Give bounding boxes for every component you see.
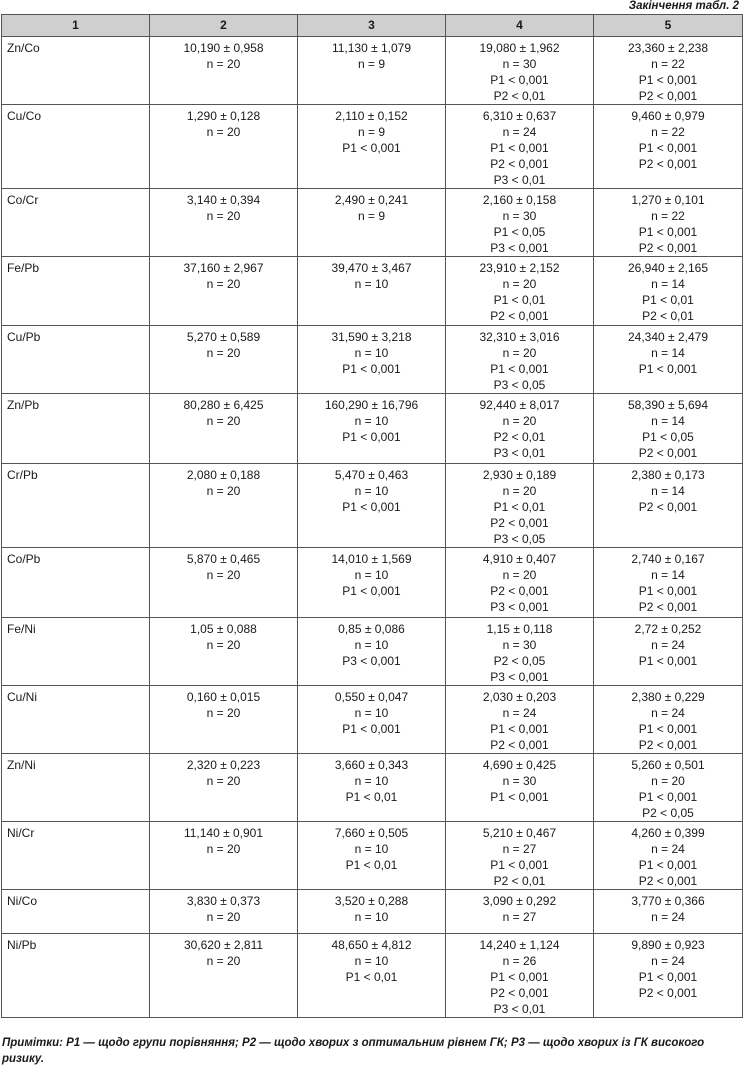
cell-line: P2 < 0,001 xyxy=(490,516,549,530)
cell-line: 0,550 ± 0,047 xyxy=(334,690,409,704)
table-cell xyxy=(594,326,743,394)
table-cell xyxy=(446,890,594,934)
table-row xyxy=(2,189,743,257)
cell-line: P1 < 0,001 xyxy=(638,141,698,155)
footnote: Примітки: Р1 — щодо групи порівняння; Р2 — щодо хворих з оптимальним рівнем ГК; Р3 — щодо хворих із ГК високого ризику. xyxy=(2,1037,705,1065)
header-row xyxy=(2,15,743,37)
cell-line: P3 < 0,01 xyxy=(493,446,546,460)
row-label: Cu/Pb xyxy=(2,326,150,394)
row-label: Fe/Ni xyxy=(2,618,150,686)
cell-line: n = 30 xyxy=(502,638,537,652)
column-header: 4 xyxy=(446,15,594,37)
cell-line: n = 10 xyxy=(354,414,389,428)
table-cell xyxy=(446,686,594,754)
table-row xyxy=(2,686,743,754)
cell-line: 5,210 ± 0,467 xyxy=(482,826,557,840)
cell-line: n = 20 xyxy=(206,910,241,924)
cell-line: 9,460 ± 0,979 xyxy=(631,109,705,123)
cell-line: 19,080 ± 1,962 xyxy=(479,41,560,55)
cell-line: n = 27 xyxy=(502,842,537,856)
cell-line: n = 14 xyxy=(651,346,685,360)
cell-line: 58,390 ± 5,694 xyxy=(628,398,708,412)
cell-line: n = 10 xyxy=(354,706,389,720)
cell-line: n = 24 xyxy=(502,125,537,139)
cell-line: 31,590 ± 3,218 xyxy=(331,330,412,344)
cell-line: n = 9 xyxy=(357,209,386,223)
cell-line: 160,290 ± 16,796 xyxy=(324,398,419,412)
cell-line: 4,260 ± 0,399 xyxy=(631,826,705,840)
cell-line: 11,130 ± 1,079 xyxy=(331,41,412,55)
cell-line: P1 < 0,001 xyxy=(638,362,698,376)
cell-line: 3,520 ± 0,288 xyxy=(334,894,409,908)
cell-line: n = 20 xyxy=(206,414,241,428)
cell-line: P1 < 0,001 xyxy=(638,970,698,984)
cell-line: 5,260 ± 0,501 xyxy=(631,758,705,772)
cell-line: n = 20 xyxy=(206,638,241,652)
table-cell xyxy=(298,934,446,1018)
cell-line: n = 24 xyxy=(651,910,685,924)
cell-line: 3,770 ± 0,366 xyxy=(631,894,705,908)
cell-line: P1 < 0,001 xyxy=(490,141,549,155)
cell-line: P2 < 0,05 xyxy=(493,654,546,668)
cell-line: 7,660 ± 0,505 xyxy=(334,826,409,840)
cell-line: P1 < 0,01 xyxy=(345,790,398,804)
cell-line: P1 < 0,001 xyxy=(638,722,698,736)
cell-line: n = 14 xyxy=(651,277,685,291)
row-label: Co/Cr xyxy=(2,189,150,257)
cell-line: P2 < 0,01 xyxy=(493,874,546,888)
table-cell xyxy=(150,686,298,754)
cell-line: n = 10 xyxy=(354,638,389,652)
cell-line: P1 < 0,001 xyxy=(490,722,549,736)
row-label: Cr/Pb xyxy=(2,464,150,548)
cell-line: 1,290 ± 0,128 xyxy=(186,109,261,123)
cell-line: n = 20 xyxy=(206,346,241,360)
cell-line: P1 < 0,001 xyxy=(638,858,698,872)
cell-line: 92,440 ± 8,017 xyxy=(479,398,560,412)
table-cell xyxy=(150,618,298,686)
cell-line: n = 20 xyxy=(206,774,241,788)
cell-line: P2 < 0,05 xyxy=(642,806,694,820)
table-cell xyxy=(446,37,594,105)
table-cell xyxy=(446,257,594,326)
cell-line: P1 < 0,001 xyxy=(638,584,698,598)
table-row xyxy=(2,326,743,394)
cell-line: 4,910 ± 0,407 xyxy=(482,552,557,566)
cell-line: n = 20 xyxy=(206,125,241,139)
cell-line: 14,010 ± 1,569 xyxy=(331,552,412,566)
cell-line: n = 20 xyxy=(502,484,537,498)
cell-line: 3,660 ± 0,343 xyxy=(334,758,409,772)
cell-line: n = 24 xyxy=(651,706,685,720)
table-cell xyxy=(594,754,743,822)
cell-line: n = 22 xyxy=(651,57,685,71)
cell-line: n = 10 xyxy=(354,484,389,498)
table-cell xyxy=(298,754,446,822)
row-label: Cu/Co xyxy=(2,105,150,189)
cell-line: 32,310 ± 3,016 xyxy=(479,330,560,344)
table-cell xyxy=(150,754,298,822)
table-row xyxy=(2,394,743,464)
table-cell xyxy=(298,890,446,934)
table-cell xyxy=(298,37,446,105)
cell-line: 23,360 ± 2,238 xyxy=(628,41,708,55)
table-cell xyxy=(594,548,743,618)
cell-line: n = 9 xyxy=(357,125,386,139)
cell-line: 2,380 ± 0,173 xyxy=(631,468,705,482)
cell-line: n = 14 xyxy=(651,484,685,498)
cell-line: 48,650 ± 4,812 xyxy=(331,938,412,952)
table-cell xyxy=(298,548,446,618)
cell-line: 5,270 ± 0,589 xyxy=(186,330,261,344)
table-row xyxy=(2,754,743,822)
cell-line: P1 < 0,01 xyxy=(345,858,398,872)
table-cell xyxy=(150,37,298,105)
cell-line: n = 20 xyxy=(206,277,241,291)
cell-line: P1 < 0,001 xyxy=(342,584,401,598)
cell-line: P2 < 0,001 xyxy=(638,500,698,514)
cell-line: n = 14 xyxy=(651,414,685,428)
table-cell xyxy=(150,105,298,189)
cell-line: 1,270 ± 0,101 xyxy=(631,193,705,207)
data-table xyxy=(1,14,743,1018)
cell-line: n = 10 xyxy=(354,346,389,360)
cell-line: P1 < 0,001 xyxy=(638,790,698,804)
cell-line: n = 20 xyxy=(206,842,241,856)
table-cell xyxy=(446,189,594,257)
table-cell xyxy=(446,934,594,1018)
table-cell xyxy=(594,105,743,189)
cell-line: P1 < 0,001 xyxy=(490,790,549,804)
cell-line: 2,110 ± 0,152 xyxy=(335,109,408,123)
cell-line: P2 < 0,001 xyxy=(490,584,549,598)
cell-line: 9,890 ± 0,923 xyxy=(631,938,705,952)
table-row xyxy=(2,618,743,686)
cell-line: P1 < 0,001 xyxy=(342,362,401,376)
table-cell xyxy=(446,754,594,822)
table-cell xyxy=(594,189,743,257)
cell-line: n = 24 xyxy=(651,638,685,652)
cell-line: 26,940 ± 2,165 xyxy=(628,261,708,275)
cell-line: 2,930 ± 0,189 xyxy=(482,468,557,482)
table-cell xyxy=(150,189,298,257)
table-cell xyxy=(594,890,743,934)
column-header: 5 xyxy=(594,15,743,37)
cell-line: 3,140 ± 0,394 xyxy=(186,193,261,207)
cell-line: P2 < 0,001 xyxy=(638,446,698,460)
table-cell xyxy=(446,464,594,548)
table-cell xyxy=(594,464,743,548)
table-cell xyxy=(594,618,743,686)
cell-line: P1 < 0,001 xyxy=(490,362,549,376)
cell-line: n = 22 xyxy=(651,209,685,223)
cell-line: P1 < 0,001 xyxy=(638,654,698,668)
table-cell xyxy=(594,822,743,890)
cell-line: 2,490 ± 0,241 xyxy=(334,193,409,207)
cell-line: P2 < 0,001 xyxy=(638,874,698,888)
cell-line: P3 < 0,001 xyxy=(490,670,549,684)
table-cell xyxy=(594,394,743,464)
cell-line: P3 < 0,001 xyxy=(490,600,549,614)
cell-line: 5,470 ± 0,463 xyxy=(334,468,409,482)
table-cell xyxy=(150,394,298,464)
cell-line: 14,240 ± 1,124 xyxy=(479,938,560,952)
cell-line: n = 10 xyxy=(354,277,389,291)
cell-line: P3 < 0,05 xyxy=(493,532,546,546)
table-row xyxy=(2,548,743,618)
table-cell xyxy=(298,464,446,548)
cell-line: n = 9 xyxy=(357,57,386,71)
table-cell xyxy=(298,686,446,754)
cell-line: P1 < 0,01 xyxy=(345,970,398,984)
column-header: 3 xyxy=(298,15,446,37)
cell-line: 0,160 ± 0,015 xyxy=(186,690,261,704)
cell-line: P1 < 0,01 xyxy=(493,500,546,514)
cell-line: P1 < 0,001 xyxy=(490,970,549,984)
table-body xyxy=(2,37,743,1018)
table-cell xyxy=(150,326,298,394)
table-cell xyxy=(446,105,594,189)
cell-line: P2 < 0,001 xyxy=(490,309,549,323)
cell-line: 1,05 ± 0,088 xyxy=(190,622,257,636)
cell-line: 2,030 ± 0,203 xyxy=(482,690,557,704)
cell-line: n = 20 xyxy=(502,346,537,360)
cell-line: P1 < 0,001 xyxy=(342,430,401,444)
cell-line: P2 < 0,001 xyxy=(490,157,549,171)
table-cell xyxy=(298,326,446,394)
cell-line: 4,690 ± 0,425 xyxy=(482,758,557,772)
row-label: Zn/Co xyxy=(2,37,150,105)
row-label: Fe/Pb xyxy=(2,257,150,326)
cell-line: n = 10 xyxy=(354,910,389,924)
cell-line: P3 < 0,01 xyxy=(493,173,546,187)
cell-line: 10,190 ± 0,958 xyxy=(183,41,264,55)
table-cell xyxy=(446,618,594,686)
table-cell xyxy=(594,934,743,1018)
cell-line: P2 < 0,001 xyxy=(638,600,698,614)
cell-line: n = 14 xyxy=(651,568,685,582)
cell-line: n = 24 xyxy=(502,706,537,720)
cell-line: n = 20 xyxy=(206,568,241,582)
table-cell xyxy=(298,618,446,686)
cell-line: 2,72 ± 0,252 xyxy=(634,622,702,636)
cell-line: P3 < 0,001 xyxy=(342,654,401,668)
cell-line: n = 10 xyxy=(354,842,389,856)
table-row xyxy=(2,257,743,326)
table-cell xyxy=(594,686,743,754)
cell-line: P2 < 0,001 xyxy=(638,89,698,103)
cell-line: P2 < 0,01 xyxy=(642,309,694,323)
cell-line: n = 20 xyxy=(502,414,537,428)
column-header: 1 xyxy=(2,15,150,37)
cell-line: 24,340 ± 2,479 xyxy=(628,330,708,344)
cell-line: P1 < 0,001 xyxy=(490,858,549,872)
cell-line: P3 < 0,001 xyxy=(490,241,549,255)
cell-line: P2 < 0,001 xyxy=(638,157,698,171)
row-label: Zn/Ni xyxy=(2,754,150,822)
table-row xyxy=(2,464,743,548)
table-row xyxy=(2,37,743,105)
cell-line: 2,160 ± 0,158 xyxy=(482,193,557,207)
cell-line: n = 24 xyxy=(651,954,685,968)
cell-line: P1 < 0,05 xyxy=(493,225,546,239)
cell-line: n = 30 xyxy=(502,774,537,788)
cell-line: P2 < 0,001 xyxy=(490,986,549,1000)
table-row xyxy=(2,890,743,934)
cell-line: P2 < 0,001 xyxy=(490,738,549,752)
table-cell xyxy=(150,548,298,618)
cell-line: n = 30 xyxy=(502,57,537,71)
cell-line: n = 30 xyxy=(502,209,537,223)
table-cell xyxy=(594,257,743,326)
cell-line: 6,310 ± 0,637 xyxy=(482,109,557,123)
cell-line: 2,080 ± 0,188 xyxy=(186,468,261,482)
cell-line: 2,380 ± 0,229 xyxy=(631,690,705,704)
cell-line: n = 20 xyxy=(206,209,241,223)
table-cell xyxy=(298,822,446,890)
cell-line: 5,870 ± 0,465 xyxy=(186,552,261,566)
cell-line: P1 < 0,05 xyxy=(642,430,694,444)
table-cell xyxy=(298,257,446,326)
cell-line: P1 < 0,001 xyxy=(490,73,549,87)
column-header: 2 xyxy=(150,15,298,37)
cell-line: 3,830 ± 0,373 xyxy=(186,894,261,908)
cell-line: n = 20 xyxy=(502,568,537,582)
cell-line: 23,910 ± 2,152 xyxy=(479,261,560,275)
cell-line: P3 < 0,01 xyxy=(493,1002,546,1016)
cell-line: P2 < 0,001 xyxy=(638,241,698,255)
cell-line: P1 < 0,001 xyxy=(638,225,698,239)
cell-line: P2 < 0,001 xyxy=(638,738,698,752)
cell-line: P2 < 0,01 xyxy=(493,89,546,103)
table-cell xyxy=(446,548,594,618)
cell-line: 39,470 ± 3,467 xyxy=(331,261,412,275)
table-cell xyxy=(298,105,446,189)
table-row xyxy=(2,105,743,189)
cell-line: 30,620 ± 2,811 xyxy=(183,938,264,952)
cell-line: P2 < 0,001 xyxy=(638,986,698,1000)
cell-line: n = 20 xyxy=(206,484,241,498)
cell-line: n = 27 xyxy=(502,910,537,924)
table-cell xyxy=(150,464,298,548)
cell-line: n = 10 xyxy=(354,774,389,788)
cell-line: n = 20 xyxy=(651,774,685,788)
cell-line: P1 < 0,001 xyxy=(342,722,401,736)
cell-line: n = 20 xyxy=(206,706,241,720)
cell-line: P1 < 0,001 xyxy=(638,73,698,87)
table-caption: Закінчення табл. 2 xyxy=(628,0,739,12)
cell-line: n = 10 xyxy=(354,954,389,968)
table-cell xyxy=(446,394,594,464)
cell-line: 2,740 ± 0,167 xyxy=(631,552,705,566)
table-cell xyxy=(446,822,594,890)
cell-line: P1 < 0,01 xyxy=(493,293,546,307)
cell-line: 37,160 ± 2,967 xyxy=(183,261,264,275)
table-row xyxy=(2,934,743,1018)
row-label: Cu/Ni xyxy=(2,686,150,754)
row-label: Co/Pb xyxy=(2,548,150,618)
cell-line: 2,320 ± 0,223 xyxy=(186,758,261,772)
table-cell xyxy=(298,189,446,257)
cell-line: n = 24 xyxy=(651,842,685,856)
table-cell xyxy=(150,890,298,934)
cell-line: n = 20 xyxy=(206,954,241,968)
table-cell xyxy=(150,822,298,890)
cell-line: n = 26 xyxy=(502,954,537,968)
table-cell xyxy=(298,394,446,464)
cell-line: 80,280 ± 6,425 xyxy=(183,398,264,412)
cell-line: 3,090 ± 0,292 xyxy=(482,894,557,908)
table-cell xyxy=(594,37,743,105)
cell-line: P3 < 0,05 xyxy=(493,378,546,392)
cell-line: 1,15 ± 0,118 xyxy=(486,622,553,636)
cell-line: 0,85 ± 0,086 xyxy=(338,622,405,636)
row-label: Ni/Pb xyxy=(2,934,150,1018)
row-label: Ni/Cr xyxy=(2,822,150,890)
row-label: Ni/Co xyxy=(2,890,150,934)
table-row xyxy=(2,822,743,890)
table-cell xyxy=(150,257,298,326)
cell-line: P1 < 0,001 xyxy=(342,500,401,514)
table-cell xyxy=(150,934,298,1018)
cell-line: n = 20 xyxy=(206,57,241,71)
row-label: Zn/Pb xyxy=(2,394,150,464)
cell-line: P2 < 0,01 xyxy=(493,430,546,444)
cell-line: 11,140 ± 0,901 xyxy=(183,826,264,840)
cell-line: P1 < 0,01 xyxy=(642,293,694,307)
cell-line: n = 10 xyxy=(354,568,389,582)
cell-line: P1 < 0,001 xyxy=(342,141,401,155)
cell-line: n = 20 xyxy=(502,277,537,291)
table-cell xyxy=(446,326,594,394)
cell-line: n = 22 xyxy=(651,125,685,139)
